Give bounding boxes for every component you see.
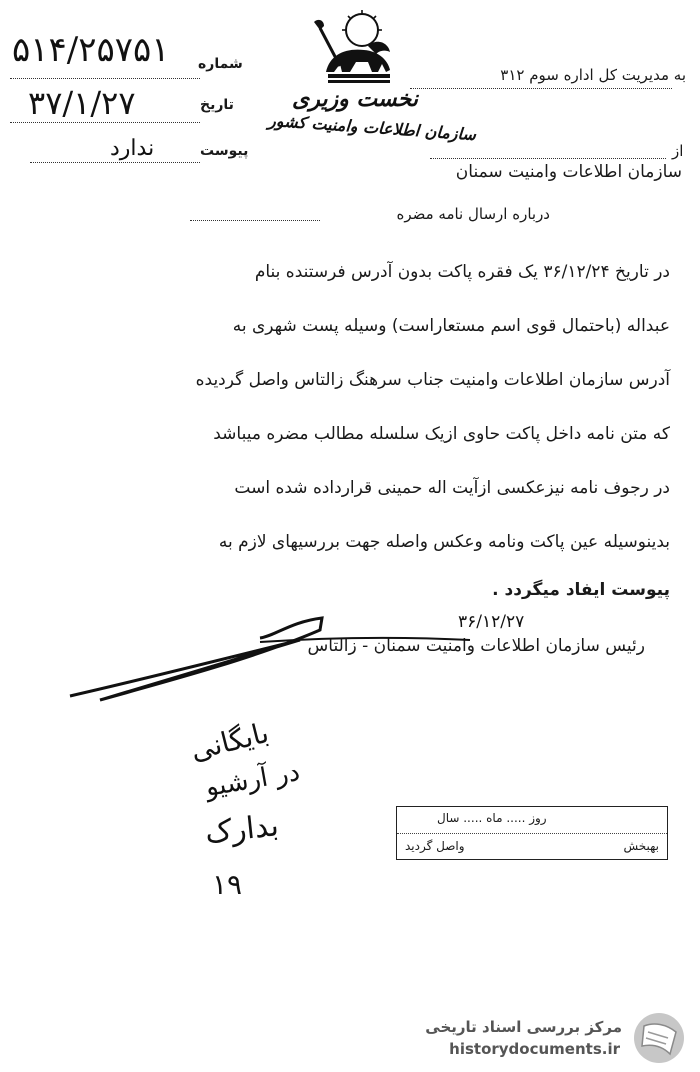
archive-logo-icon	[630, 1010, 688, 1066]
body-line-5: در رجوف نامه نیزعکسی ازآیت اله حمینی قرارداده شده است	[234, 478, 670, 498]
receipt-stamp	[396, 806, 668, 860]
body-line-1: در تاریخ ۳۶/۱۲/۲۴ یک فقره پاکت بدون آدرس فرستنده بنام	[254, 262, 670, 282]
emblem	[306, 8, 406, 96]
body-line-2: عبداله (باحتمال قوی اسم مستعاراست) وسیله پست شهری به	[232, 316, 670, 336]
watermark-site: historydocuments.ir	[449, 1040, 620, 1058]
number-dotted-line	[10, 78, 200, 79]
subject-line: درباره ارسال نامه مضره	[396, 205, 550, 223]
signature-scribble	[60, 600, 480, 710]
body-line-4: که متن نامه داخل پاکت حاوی ازیک سلسله مطالب مضره میباشد	[213, 424, 670, 444]
body-line-7: پیوست ایفاد میگردد .	[492, 580, 670, 600]
watermark-org: مرکز بررسی اسناد تاریخی	[425, 1018, 622, 1036]
emblem-title: نخست وزیری	[292, 86, 418, 112]
date-label: تاریخ	[200, 97, 234, 113]
body-line-3: آدرس سازمان اطلاعات وامنیت جناب سرهنگ زالتاس واصل گردیده	[195, 370, 670, 390]
receipt-stamp-department: بهبخش	[623, 839, 659, 853]
date-dotted-line	[10, 122, 200, 123]
attachment-dotted-line	[30, 162, 200, 163]
attachment-value: ندارد	[110, 136, 155, 161]
signature-title: رئیس سازمان اطلاعات وامنیت سمنان - زالتاس	[307, 636, 645, 656]
margin-note-3: بدارک	[203, 808, 281, 851]
addressee-line: به مدیریت کل اداره سوم ۳۱۲	[500, 66, 686, 84]
number-value: ۵۱۴/۲۵۷۵۱	[12, 30, 170, 70]
margin-note-1: بایگانی	[187, 715, 273, 768]
margin-note-4: ۱۹	[212, 868, 243, 901]
date-value: ۳۷/۱/۲۷	[28, 84, 136, 122]
subject-dotted-line	[190, 220, 320, 221]
receipt-stamp-row1: روز ..... ماه ..... سال	[437, 811, 547, 825]
addressee-dotted-line	[410, 88, 672, 89]
lion-and-sun-emblem-icon	[306, 8, 406, 96]
receipt-stamp-divider	[397, 833, 667, 834]
from-org: سازمان اطلاعات وامنیت سمنان	[455, 162, 682, 182]
signature-date: ۳۶/۱۲/۲۷	[458, 612, 525, 632]
emblem-subtitle: سازمان اطلاعات وامنیت کشور	[267, 110, 477, 145]
margin-note-2: در آرشیو	[203, 756, 303, 804]
receipt-stamp-received: واصل گردید	[405, 839, 465, 853]
from-dotted-line	[430, 158, 666, 159]
number-label: شماره	[198, 56, 243, 72]
attachment-label: پیوست	[200, 143, 249, 159]
from-prefix: از	[672, 142, 684, 160]
body-line-6: بدینوسیله عین پاکت ونامه وعکس واصله جهت بررسیهای لازم به	[218, 532, 670, 552]
